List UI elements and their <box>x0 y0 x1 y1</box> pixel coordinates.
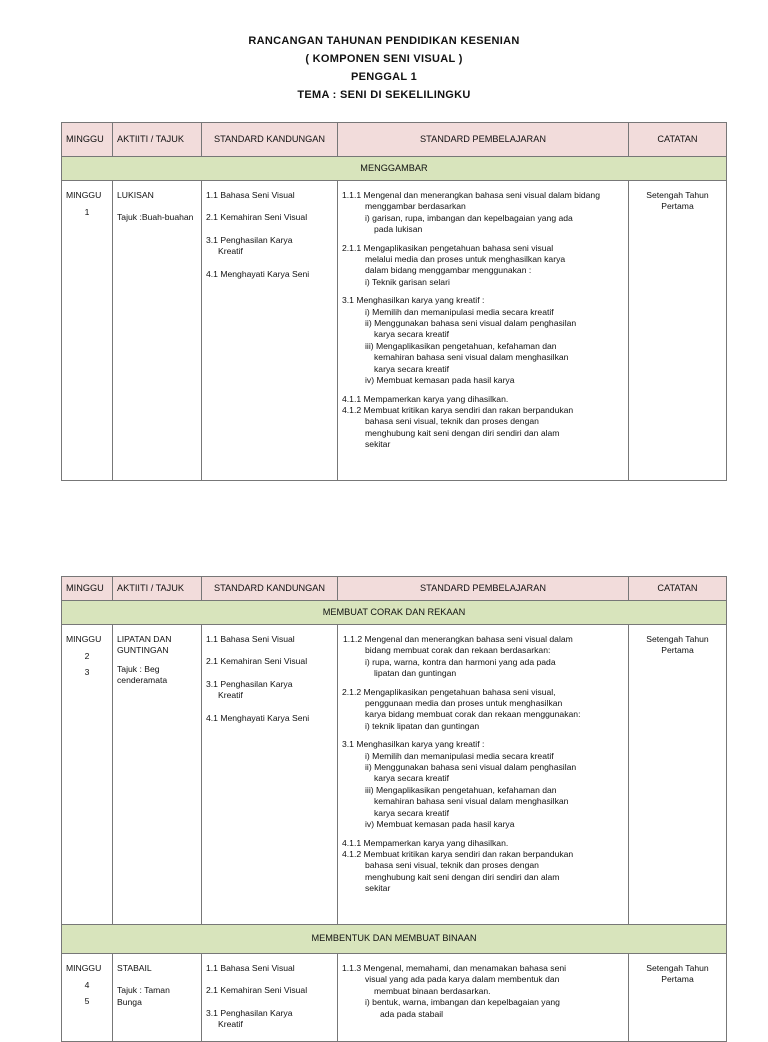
header-catatan: CATATAN <box>629 123 727 157</box>
sp-line: i) teknik lipatan dan guntingan <box>365 720 480 731</box>
catatan-cell: Setengah Tahun Pertama <box>629 625 727 925</box>
header-pembelajaran: STANDARD PEMBELAJARAN <box>338 123 629 157</box>
sp-line: ii) Menggunakan bahasa seni visual dalam penghasilan <box>365 318 577 329</box>
table-row <box>62 625 727 925</box>
tajuk-label: Tajuk : Taman Bunga <box>117 985 170 1007</box>
sk-item-cont: Kreatif <box>218 1019 243 1030</box>
tajuk-label: Tajuk : Beg cenderamata <box>117 663 168 686</box>
header-minggu: MINGGU <box>62 123 113 157</box>
sk-item: 3.1 Penghasilan Karya <box>206 234 293 245</box>
sp-line: sekitar <box>365 439 391 450</box>
aktiviti-label: LUKISAN <box>117 190 154 200</box>
sp-line: 4.1.2 Membuat kritikan karya sendiri dan rakan berpandukan <box>342 404 574 415</box>
header-pembelajaran: STANDARD PEMBELAJARAN <box>338 577 629 601</box>
section-row <box>62 157 727 181</box>
header-kandungan: STANDARD KANDUNGAN <box>202 123 338 157</box>
sk-item: 2.1 Kemahiran Seni Visual <box>206 212 308 223</box>
sp-line: 2.1.2 Mengaplikasikan pengetahuan bahasa seni visual, <box>342 686 556 697</box>
sp-line: menghubung kait seni dengan diri sendiri dan alam <box>365 871 560 882</box>
sp-line: karya bidang membuat corak dan rekaan menggunakan: <box>365 709 581 720</box>
minggu-label: MINGGU <box>66 963 102 973</box>
title-line-4: TEMA : SENI DI SEKELILINGKU <box>297 89 471 101</box>
sp-line: 4.1.2 Membuat kritikan karya sendiri dan rakan berpandukan <box>342 848 574 859</box>
sp-line: i) rupa, warna, kontra dan harmoni yang ada pada <box>365 656 556 667</box>
pembelajaran-cell <box>338 181 629 481</box>
sp-line: iii) Mengaplikasikan pengetahuan, kefahaman dan <box>365 784 557 795</box>
minggu-label: MINGGU <box>66 190 102 200</box>
sp-line: lipatan dan guntingan <box>374 668 457 679</box>
sp-line: 3.1 Menghasilkan karya yang kreatif : <box>342 739 485 750</box>
minggu-cell <box>62 954 113 1042</box>
sp-line: 4.1.1 Mempamerkan karya yang dihasilkan. <box>342 393 509 404</box>
sp-line: melalui media dan proses untuk menghasilkan karya <box>365 254 566 265</box>
table-row <box>62 954 727 1042</box>
table-header-row <box>62 123 727 157</box>
sp-line: iv) Membuat kemasan pada hasil karya <box>365 375 515 386</box>
aktiviti-cell <box>113 625 202 925</box>
minggu-number: 3 <box>84 667 90 678</box>
header-kandungan: STANDARD KANDUNGAN <box>202 577 338 601</box>
sp-line: penggunaan media dan proses untuk menghasilkan <box>365 698 563 709</box>
sp-line: membuat binaan berdasarkan. <box>374 985 491 996</box>
sp-line: 2.1.1 Mengaplikasikan pengetahuan bahasa seni visual <box>342 242 554 253</box>
sk-item: 3.1 Penghasilan Karya <box>206 678 293 689</box>
minggu-number: 1 <box>84 207 90 218</box>
sp-line: kemahiran bahasa seni visual dalam menghasilkan <box>374 796 569 807</box>
section-title: MEMBUAT CORAK DAN REKAAN <box>62 601 727 625</box>
sk-item: 1.1 Bahasa Seni Visual <box>206 963 295 973</box>
tajuk-label: Tajuk :Buah-buahan <box>117 212 194 223</box>
sp-line: iv) Membuat kemasan pada hasil karya <box>365 819 515 830</box>
aktiviti-label: STABAIL <box>117 963 152 973</box>
sp-line: 1.1.2 Mengenal dan menerangkan bahasa seni visual dalam <box>343 634 573 644</box>
sp-line: 1.1.3 Mengenal, memahami, dan menamakan bahasa seni <box>342 963 567 973</box>
minggu-label: MINGGU <box>66 634 102 644</box>
sp-line: ada pada stabail <box>380 1008 444 1019</box>
section-row <box>62 601 727 625</box>
sp-line: i) Memilih dan memanipulasi media secara kreatif <box>365 306 554 317</box>
catatan-cell: Setengah Tahun Pertama <box>629 954 727 1042</box>
sp-line: i) bentuk, warna, imbangan dan kepelbagaian yang <box>365 997 560 1008</box>
sp-line: karya secara kreatif <box>374 773 449 784</box>
sk-item-cont: Kreatif <box>218 246 243 257</box>
header-aktiviti: AKTIITI / TAJUK <box>113 123 202 157</box>
title-line-2: ( KOMPONEN SENI VISUAL ) <box>305 53 463 65</box>
sk-item: 1.1 Bahasa Seni Visual <box>206 634 295 644</box>
sp-line: menggambar berdasarkan <box>365 201 466 212</box>
pembelajaran-cell <box>338 954 629 1042</box>
sp-line: bidang membuat corak dan rekaan berdasarkan: <box>365 645 551 656</box>
table-row <box>62 181 727 481</box>
sp-line: karya secara kreatif <box>374 807 449 818</box>
sk-item: 2.1 Kemahiran Seni Visual <box>206 656 308 667</box>
sp-line: visual yang ada pada karya dalam membentuk dan <box>365 974 560 985</box>
sk-item: 4.1 Menghayati Karya Seni <box>206 712 310 723</box>
aktiviti-cell <box>113 181 202 481</box>
sp-line: i) Memilih dan memanipulasi media secara kreatif <box>365 750 554 761</box>
document-title <box>0 32 768 104</box>
catatan-cell: Setengah Tahun Pertama <box>629 181 727 481</box>
header-minggu: MINGGU <box>62 577 113 601</box>
sp-line: i) Teknik garisan selari <box>365 276 450 287</box>
plan-table-1 <box>61 122 727 481</box>
sp-line: pada lukisan <box>374 224 423 235</box>
minggu-cell <box>62 625 113 925</box>
aktiviti-cell <box>113 954 202 1042</box>
aktiviti-label: LIPATAN DAN GUNTINGAN <box>117 634 172 656</box>
table-header-row <box>62 577 727 601</box>
sp-line: karya secara kreatif <box>374 363 449 374</box>
header-aktiviti: AKTIITI / TAJUK <box>113 577 202 601</box>
sp-line: menghubung kait seni dengan diri sendiri dan alam <box>365 427 560 438</box>
section-title: MEMBENTUK DAN MEMBUAT BINAAN <box>62 925 727 954</box>
kandungan-cell <box>202 181 338 481</box>
section-row <box>62 925 727 954</box>
section-title: MENGGAMBAR <box>62 157 727 181</box>
sp-line: sekitar <box>365 883 391 894</box>
kandungan-cell <box>202 954 338 1042</box>
sp-line: 3.1 Menghasilkan karya yang kreatif : <box>342 295 485 306</box>
kandungan-cell <box>202 625 338 925</box>
plan-table-2 <box>61 576 727 1042</box>
minggu-number: 2 <box>84 651 90 662</box>
header-catatan: CATATAN <box>629 577 727 601</box>
pembelajaran-cell <box>338 625 629 925</box>
title-line-3: PENGGAL 1 <box>350 71 418 83</box>
sp-line: bahasa seni visual, teknik dan proses dengan <box>365 860 539 871</box>
sp-line: 1.1.1 Mengenal dan menerangkan bahasa seni visual dalam bidang <box>342 190 600 200</box>
sp-line: kemahiran bahasa seni visual dalam menghasilkan <box>374 352 569 363</box>
sk-item: 3.1 Penghasilan Karya <box>206 1007 293 1018</box>
sk-item: 4.1 Menghayati Karya Seni <box>206 268 310 279</box>
minggu-number: 5 <box>84 996 90 1007</box>
sp-line: ii) Menggunakan bahasa seni visual dalam penghasilan <box>365 762 577 773</box>
sp-line: i) garisan, rupa, imbangan dan kepelbagaian yang ada <box>365 212 573 223</box>
sk-item: 2.1 Kemahiran Seni Visual <box>206 985 308 996</box>
sp-line: 4.1.1 Mempamerkan karya yang dihasilkan. <box>342 837 509 848</box>
sp-line: dalam bidang menggambar menggunakan : <box>365 265 532 276</box>
sp-line: karya secara kreatif <box>374 329 449 340</box>
sk-item-cont: Kreatif <box>218 690 243 701</box>
minggu-number: 4 <box>84 980 90 991</box>
title-line-1: RANCANGAN TAHUNAN PENDIDIKAN KESENIAN <box>248 35 520 47</box>
sp-line: iii) Mengaplikasikan pengetahuan, kefahaman dan <box>365 340 557 351</box>
sp-line: bahasa seni visual, teknik dan proses dengan <box>365 416 539 427</box>
sk-item: 1.1 Bahasa Seni Visual <box>206 190 295 200</box>
minggu-cell <box>62 181 113 481</box>
